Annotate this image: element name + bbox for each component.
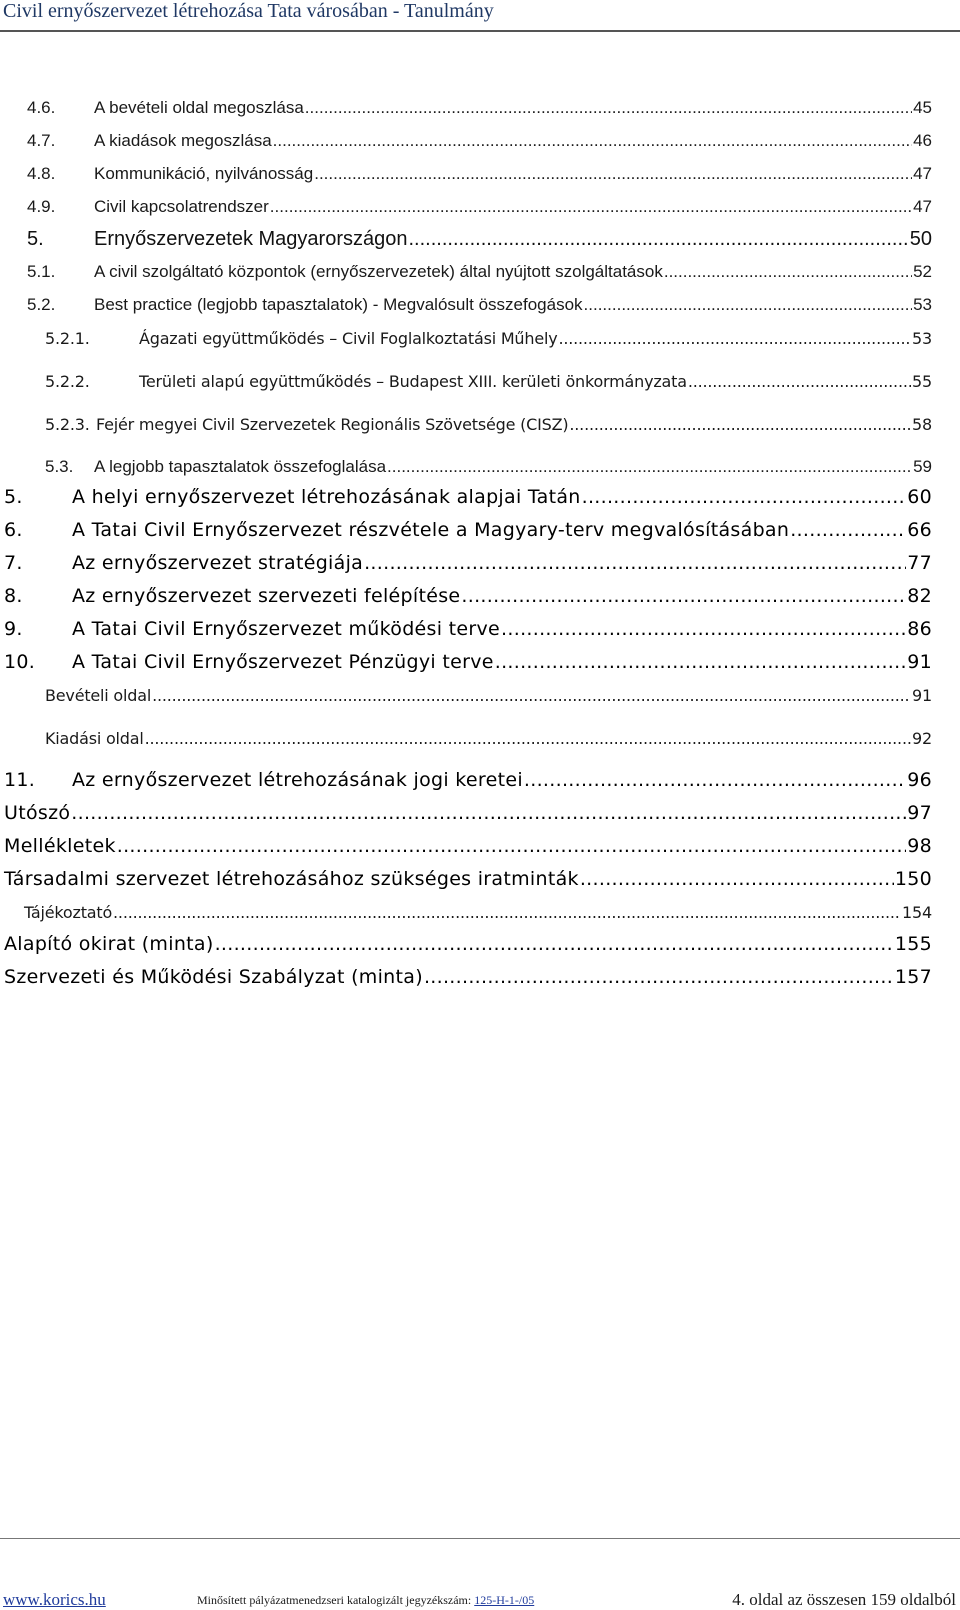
toc-title: Az ernyőszervezet szervezeti felépítése (72, 585, 461, 607)
toc-number: 5. (27, 228, 44, 250)
toc-page-number: 47 (913, 197, 932, 216)
toc-page-number: 50 (909, 228, 932, 250)
toc-title: A Tatai Civil Ernyőszervezet működési terve (72, 618, 501, 640)
footer-catalog-text: Minősített pályázatmenedzseri katalogizált jegyzékszám: (197, 1593, 472, 1607)
toc-entry-5-1[interactable] (27, 262, 932, 282)
toc-entry-chapter-9[interactable] (4, 618, 932, 640)
toc-title: Tájékoztató (24, 903, 113, 922)
toc-title: A civil szolgáltató központok (ernyőszervezetek) által nyújtott szolgáltatások (94, 262, 663, 281)
toc-title: Best practice (legjobb tapasztalatok) - Megvalósult összefogások (94, 295, 583, 314)
toc-number: 5.1. (27, 262, 56, 281)
toc-entry-chapter-8[interactable] (4, 585, 932, 607)
footer-catalog-info (197, 1593, 534, 1608)
toc-entry-4-7[interactable] (27, 131, 932, 151)
toc-dot-leader (790, 519, 906, 541)
toc-dot-leader (584, 295, 913, 315)
toc-entry-kiadási-oldal[interactable] (45, 729, 932, 748)
toc-dot-leader (580, 868, 894, 890)
toc-title: Ernyőszervezetek Magyarországon (94, 228, 408, 250)
toc-page-number: 150 (894, 868, 932, 890)
toc-entry-iratmintak[interactable] (4, 868, 932, 890)
toc-dot-leader (364, 552, 906, 574)
toc-entry-5[interactable] (27, 228, 932, 251)
toc-dot-leader (145, 729, 911, 748)
toc-entry-szmsz[interactable] (4, 966, 932, 988)
toc-page-number: 157 (894, 966, 932, 988)
toc-number: 9. (4, 618, 23, 640)
toc-page-number: 77 (907, 552, 932, 574)
toc-page-number: 58 (912, 415, 932, 434)
toc-page-number: 60 (907, 486, 932, 508)
toc-dot-leader (569, 415, 911, 434)
toc-page-number: 155 (894, 933, 932, 955)
toc-dot-leader (71, 802, 906, 824)
toc-page-number: 154 (902, 903, 932, 922)
toc-page-number: 82 (907, 585, 932, 607)
toc-entry-5-3[interactable] (45, 457, 932, 477)
toc-dot-leader (305, 98, 912, 118)
toc-number: 4.6. (27, 98, 56, 117)
toc-number: 5.2.1. (45, 329, 90, 348)
toc-number: 5.2.3. (45, 415, 90, 434)
toc-dot-leader (582, 486, 907, 508)
toc-dot-leader (408, 228, 908, 251)
toc-title: A legjobb tapasztalatok összefoglalása (94, 457, 387, 476)
toc-dot-leader (117, 835, 906, 857)
toc-title: Alapító okirat (minta) (4, 933, 214, 955)
toc-title: Utószó (4, 802, 71, 824)
toc-entry-5-2-2[interactable] (45, 372, 932, 391)
toc-entry-5-2[interactable] (27, 295, 932, 315)
toc-number: 5.2.2. (45, 372, 90, 391)
toc-dot-leader (501, 618, 906, 640)
toc-entry-4-6[interactable] (27, 98, 932, 118)
toc-entry-chapter-6[interactable] (4, 519, 932, 541)
toc-number: 6. (4, 519, 23, 541)
toc-entry-5-2-1[interactable] (45, 329, 932, 348)
toc-title: Az ernyőszervezet stratégiája (72, 552, 364, 574)
toc-title: A Tatai Civil Ernyőszervezet Pénzügyi terve (72, 651, 494, 673)
toc-page-number: 53 (913, 295, 932, 314)
toc-entry-4-9[interactable] (27, 197, 932, 217)
toc-number: 4.9. (27, 197, 56, 216)
toc-number: 4.7. (27, 131, 56, 150)
header-divider (0, 30, 960, 32)
toc-entry-chapter-7[interactable] (4, 552, 932, 574)
toc-number: 7. (4, 552, 23, 574)
toc-dot-leader (387, 457, 912, 477)
toc-title: Kiadási oldal (45, 729, 144, 748)
toc-title: Civil kapcsolatrendszer (94, 197, 269, 216)
toc-title: Ágazati együttműködés – Civil Foglalkoztatási Műhely (139, 329, 558, 348)
toc-dot-leader (461, 585, 906, 607)
toc-entry-chapter-11[interactable] (4, 769, 932, 791)
toc-title: Mellékletek (4, 835, 116, 857)
toc-dot-leader (495, 651, 906, 673)
toc-page-number: 91 (912, 686, 932, 705)
toc-dot-leader (270, 197, 912, 217)
toc-entry-chapter-10[interactable] (4, 651, 932, 673)
toc-page-number: 92 (912, 729, 932, 748)
toc-number: 10. (4, 651, 36, 673)
toc-entry-chapter-5[interactable] (4, 486, 932, 508)
toc-entry-5-2-3[interactable] (45, 415, 932, 434)
toc-page-number: 96 (907, 769, 932, 791)
footer-page-info: 4. oldal az összesen 159 oldalból (732, 1590, 956, 1609)
toc-number: 5.3. (45, 457, 74, 476)
toc-title: A Tatai Civil Ernyőszervezet részvétele a Magyary-terv megvalósításában (72, 519, 790, 541)
toc-page-number: 45 (913, 98, 932, 117)
toc-dot-leader (273, 131, 912, 151)
toc-entry-mellekletek[interactable] (4, 835, 932, 857)
toc-number: 8. (4, 585, 23, 607)
toc-page-number: 66 (907, 519, 932, 541)
toc-title: A helyi ernyőszervezet létrehozásának alapjai Tatán (72, 486, 581, 508)
toc-dot-leader (688, 372, 911, 391)
toc-page-number: 52 (913, 262, 932, 281)
toc-page-number: 59 (913, 457, 932, 476)
toc-entry-alapito-okirat[interactable] (4, 933, 932, 955)
toc-number: 5.2. (27, 295, 56, 314)
toc-entry-utoszo[interactable] (4, 802, 932, 824)
toc-title: Szervezeti és Működési Szabályzat (minta) (4, 966, 423, 988)
toc-dot-leader (314, 164, 912, 184)
footer-site-link[interactable]: www.korics.hu (3, 1590, 106, 1609)
toc-title: Társadalmi szervezet létrehozásához szükséges iratminták (4, 868, 579, 890)
toc-dot-leader (113, 903, 901, 922)
toc-page-number: 47 (913, 164, 932, 183)
toc-page-number: 98 (907, 835, 932, 857)
footer-catalog-number-link[interactable]: 125-H-1-/05 (474, 1593, 535, 1607)
page-header-title: Civil ernyőszervezet létrehozása Tata városában - Tanulmány (3, 0, 494, 22)
toc-entry-tajekoztato[interactable] (24, 903, 932, 922)
toc-dot-leader (424, 966, 894, 988)
toc-title: Területi alapú együttműködés – Budapest XIII. kerületi önkormányzata (139, 372, 687, 391)
toc-entry-4-8[interactable] (27, 164, 932, 184)
toc-title: A bevételi oldal megoszlása (94, 98, 304, 117)
toc-entry-bevételi-oldal[interactable] (45, 686, 932, 705)
toc-number: 5. (4, 486, 23, 508)
toc-number: 11. (4, 769, 36, 791)
toc-title: Fejér megyei Civil Szervezetek Regionális Szövetsége (CISZ) (96, 415, 569, 434)
footer-divider (0, 1538, 960, 1539)
toc-dot-leader (524, 769, 906, 791)
toc-page-number: 97 (907, 802, 932, 824)
toc-title: A kiadások megoszlása (94, 131, 272, 150)
toc-title: Bevételi oldal (45, 686, 152, 705)
toc-title: Az ernyőszervezet létrehozásának jogi keretei (72, 769, 523, 791)
toc-dot-leader (558, 329, 911, 348)
toc-page-number: 86 (907, 618, 932, 640)
toc-title: Kommunikáció, nyilvánosság (94, 164, 314, 183)
toc-page-number: 55 (912, 372, 932, 391)
toc-page-number: 91 (907, 651, 932, 673)
toc-page-number: 46 (913, 131, 932, 150)
toc-dot-leader (152, 686, 911, 705)
toc-number: 4.8. (27, 164, 56, 183)
toc-page-number: 53 (912, 329, 932, 348)
toc-dot-leader (664, 262, 912, 282)
toc-dot-leader (215, 933, 894, 955)
